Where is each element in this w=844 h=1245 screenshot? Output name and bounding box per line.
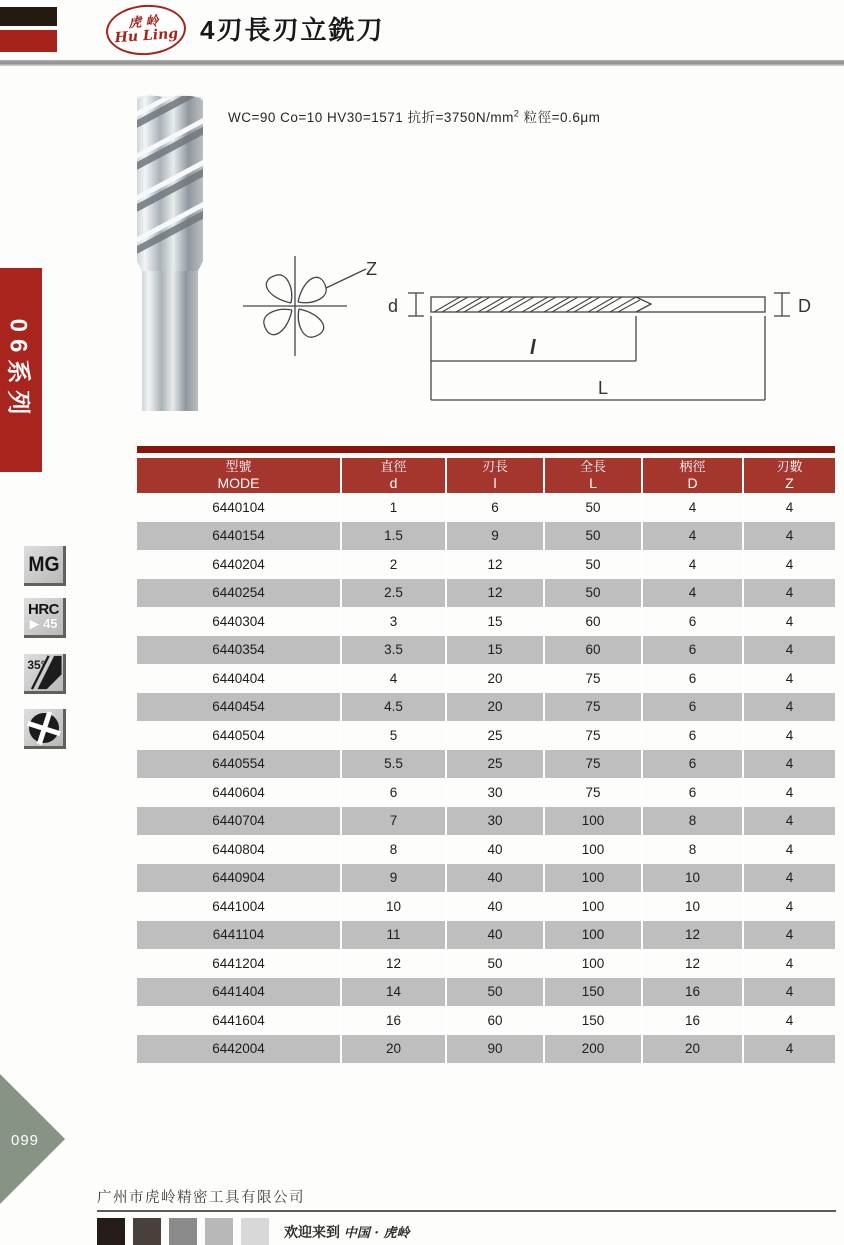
table-cell: 40: [445, 921, 543, 950]
table-cell: 20: [641, 1035, 742, 1064]
welcome-text: [284, 1222, 409, 1242]
page-title: 4刃長刃立銑刀: [200, 15, 385, 45]
table-cell: 3.5: [340, 636, 445, 665]
badge-mg-label: MG: [27, 552, 60, 576]
table-cell: 11: [340, 921, 445, 950]
table-cell: 75: [543, 664, 641, 693]
color-swatch: [241, 1218, 269, 1245]
table-cell: 20: [445, 664, 543, 693]
badge-helix-label: 35°: [26, 657, 46, 672]
table-row: [137, 607, 835, 636]
badge-flute-cross-section: [24, 709, 66, 749]
table-cell: 4: [742, 892, 835, 921]
footer-color-swatches: [97, 1218, 269, 1245]
table-cell: 4: [641, 522, 742, 551]
table-cell: 40: [445, 864, 543, 893]
table-cell: 6: [641, 664, 742, 693]
table-cell: 4: [742, 807, 835, 836]
table-cell: 75: [543, 778, 641, 807]
table-cell: 6441404: [212, 984, 265, 1000]
table-cell: 9: [445, 522, 543, 551]
table-cell: 4: [742, 835, 835, 864]
header-black-bar: [0, 7, 57, 26]
color-swatch: [169, 1218, 197, 1245]
series-banner: [0, 268, 42, 472]
table-cell: 5.5: [340, 750, 445, 779]
table-row: [137, 892, 835, 921]
badge-hrc-label: HRC: [28, 600, 59, 618]
table-cell: 6440554: [212, 756, 265, 772]
spec-main: WC=90 Co=10 HV30=1571 抗折=3750N/mm: [228, 110, 514, 125]
series-banner-label: 06系列: [4, 318, 32, 422]
table-cell: 4: [742, 493, 835, 522]
table-cell: 6441204: [212, 955, 265, 971]
table-row: [137, 579, 835, 608]
table-cell: 12: [641, 949, 742, 978]
table-cell: 6440904: [212, 870, 265, 886]
table-cell: 30: [445, 807, 543, 836]
table-row: [137, 864, 835, 893]
table-row: [137, 550, 835, 579]
table-body: [137, 493, 835, 1063]
table-cell: 6: [445, 493, 543, 522]
color-swatch: [133, 1218, 161, 1245]
table-cell: 10: [641, 864, 742, 893]
table-cell: 75: [543, 693, 641, 722]
header-divider: [0, 60, 844, 66]
table-cell: 6440804: [212, 841, 265, 857]
color-swatch: [205, 1218, 233, 1245]
table-cell: 50: [543, 579, 641, 608]
table-cell: 50: [543, 493, 641, 522]
table-row: [137, 921, 835, 950]
table-cell: 100: [543, 864, 641, 893]
table-cell: 40: [445, 835, 543, 864]
table-cell: 12: [641, 921, 742, 950]
table-cell: 4: [641, 493, 742, 522]
table-cell: 25: [445, 750, 543, 779]
company-name: 广州市虎岭精密工具有限公司: [97, 1190, 305, 1206]
table-cell: 6: [641, 636, 742, 665]
endmill-photo: [130, 93, 214, 415]
table-cell: 6: [340, 778, 445, 807]
table-row: [137, 1035, 835, 1064]
table-cell: 16: [641, 1006, 742, 1035]
table-cell: 4: [742, 949, 835, 978]
table-row: [137, 636, 835, 665]
table-row: [137, 750, 835, 779]
table-cell: 20: [445, 693, 543, 722]
table-cell: 60: [543, 636, 641, 665]
table-cell: 4: [742, 864, 835, 893]
table-cell: 40: [445, 892, 543, 921]
footer-divider: [97, 1210, 836, 1212]
table-row: [137, 835, 835, 864]
table-cell: 12: [340, 949, 445, 978]
table-cell: 75: [543, 750, 641, 779]
dimension-diagram: [238, 248, 833, 423]
logo-en-text: Hu Ling: [114, 26, 179, 47]
material-specs: [228, 106, 600, 126]
table-cell: 4.5: [340, 693, 445, 722]
table-cell: 12: [445, 579, 543, 608]
table-cell: 100: [543, 921, 641, 950]
table-cell: 15: [445, 607, 543, 636]
table-row: [137, 693, 835, 722]
table-cell: 3: [340, 607, 445, 636]
table-cell: 150: [543, 1006, 641, 1035]
logo-cn-text: 虎岭: [127, 14, 163, 32]
table-cell: 6440204: [212, 556, 265, 572]
table-cell: 6440104: [212, 499, 265, 515]
table-cell: 60: [445, 1006, 543, 1035]
table-cell: 150: [543, 978, 641, 1007]
table-cell: 90: [445, 1035, 543, 1064]
table-cell: 10: [340, 892, 445, 921]
size-table: [137, 446, 835, 1063]
welcome-brand: 中国 · 虎岭: [343, 1226, 410, 1241]
table-cell: 100: [543, 949, 641, 978]
table-cell: 12: [445, 550, 543, 579]
table-cell: 4: [742, 579, 835, 608]
table-header-row: [137, 458, 835, 493]
table-cell: 6440354: [212, 642, 265, 658]
table-cell: 2: [340, 550, 445, 579]
table-row: [137, 978, 835, 1007]
column-header: 全長 L: [543, 458, 641, 493]
table-cell: 10: [641, 892, 742, 921]
table-row: [137, 664, 835, 693]
table-cell: 20: [340, 1035, 445, 1064]
spec-sup: 2: [513, 108, 520, 119]
table-cell: 6441604: [212, 1012, 265, 1028]
table-cell: 6440704: [212, 813, 265, 829]
table-cell: 6: [641, 693, 742, 722]
table-cell: 16: [340, 1006, 445, 1035]
table-cell: 4: [742, 693, 835, 722]
brand-logo: [104, 2, 187, 57]
table-cell: 6441104: [212, 927, 265, 943]
table-cell: 4: [742, 636, 835, 665]
badge-hardness-hrc45: [24, 598, 66, 638]
table-cell: 14: [340, 978, 445, 1007]
table-cell: 15: [445, 636, 543, 665]
table-cell: 16: [641, 978, 742, 1007]
table-cell: 4: [742, 1035, 835, 1064]
table-row: [137, 1006, 835, 1035]
table-cell: 4: [742, 750, 835, 779]
table-cell: 4: [742, 978, 835, 1007]
table-cell: 6441004: [212, 898, 265, 914]
helix-angle-icon: [23, 654, 65, 691]
table-cell: 6: [641, 778, 742, 807]
table-cell: 8: [340, 835, 445, 864]
label-z: Z: [366, 259, 377, 279]
welcome-prefix: 欢迎来到: [284, 1224, 340, 1240]
table-cell: 4: [742, 607, 835, 636]
table-row: [137, 493, 835, 522]
column-header: 刃長 l: [445, 458, 543, 493]
table-cell: 4: [742, 778, 835, 807]
label-l: l: [530, 337, 536, 359]
badge-helix-angle: [24, 654, 66, 694]
table-cell: 50: [445, 949, 543, 978]
table-row: [137, 721, 835, 750]
column-header: 直徑 d: [340, 458, 445, 493]
page-number: 099: [11, 1132, 40, 1149]
table-cell: 6442004: [212, 1041, 265, 1057]
table-row: [137, 949, 835, 978]
table-cell: 6440604: [212, 784, 265, 800]
table-cell: 5: [340, 721, 445, 750]
table-cell: 60: [543, 607, 641, 636]
column-header: 刃數 Z: [742, 458, 835, 493]
table-row: [137, 522, 835, 551]
table-cell: 100: [543, 835, 641, 864]
table-cell: 75: [543, 721, 641, 750]
column-header: 型號 MODE: [217, 459, 260, 491]
table-cell: 6440404: [212, 670, 265, 686]
table-cell: 50: [543, 550, 641, 579]
table-cell: 6440154: [212, 528, 265, 544]
table-cell: 6: [641, 750, 742, 779]
table-cell: 8: [641, 807, 742, 836]
table-cell: 6440504: [212, 727, 265, 743]
badge-hrc-value: ▶ 45: [29, 615, 58, 631]
table-cell: 4: [742, 522, 835, 551]
table-cell: 1: [340, 493, 445, 522]
four-flute-icon: [26, 710, 62, 746]
table-cell: 100: [543, 807, 641, 836]
spec-tail: 粒徑=0.6μm: [519, 110, 601, 125]
table-cell: 6440304: [212, 613, 265, 629]
table-cell: 6: [641, 721, 742, 750]
table-cell: 4: [742, 664, 835, 693]
table-cell: 8: [641, 835, 742, 864]
table-cell: 50: [445, 978, 543, 1007]
table-cell: 50: [543, 522, 641, 551]
table-cell: 1.5: [340, 522, 445, 551]
table-cell: 4: [742, 550, 835, 579]
table-row: [137, 778, 835, 807]
table-cell: 6440454: [212, 699, 265, 715]
label-d: d: [388, 296, 399, 316]
table-cell: 200: [543, 1035, 641, 1064]
table-cell: 4: [742, 721, 835, 750]
table-cell: 4: [641, 579, 742, 608]
table-cell: 2.5: [340, 579, 445, 608]
table-cell: 7: [340, 807, 445, 836]
table-cell: 6440254: [212, 585, 265, 601]
table-cell: 4: [742, 921, 835, 950]
label-L: L: [598, 378, 609, 398]
table-cell: 30: [445, 778, 543, 807]
column-header: 柄徑 D: [641, 458, 742, 493]
label-D: D: [798, 296, 811, 316]
table-cell: 4: [340, 664, 445, 693]
table-top-bar: [137, 446, 835, 453]
header-red-bar: [0, 30, 57, 52]
table-cell: 25: [445, 721, 543, 750]
table-cell: 6: [641, 607, 742, 636]
badge-material-mg: [24, 546, 66, 586]
table-row: [137, 807, 835, 836]
color-swatch: [97, 1218, 125, 1245]
table-cell: 4: [742, 1006, 835, 1035]
table-cell: 100: [543, 892, 641, 921]
table-cell: 4: [641, 550, 742, 579]
table-cell: 9: [340, 864, 445, 893]
